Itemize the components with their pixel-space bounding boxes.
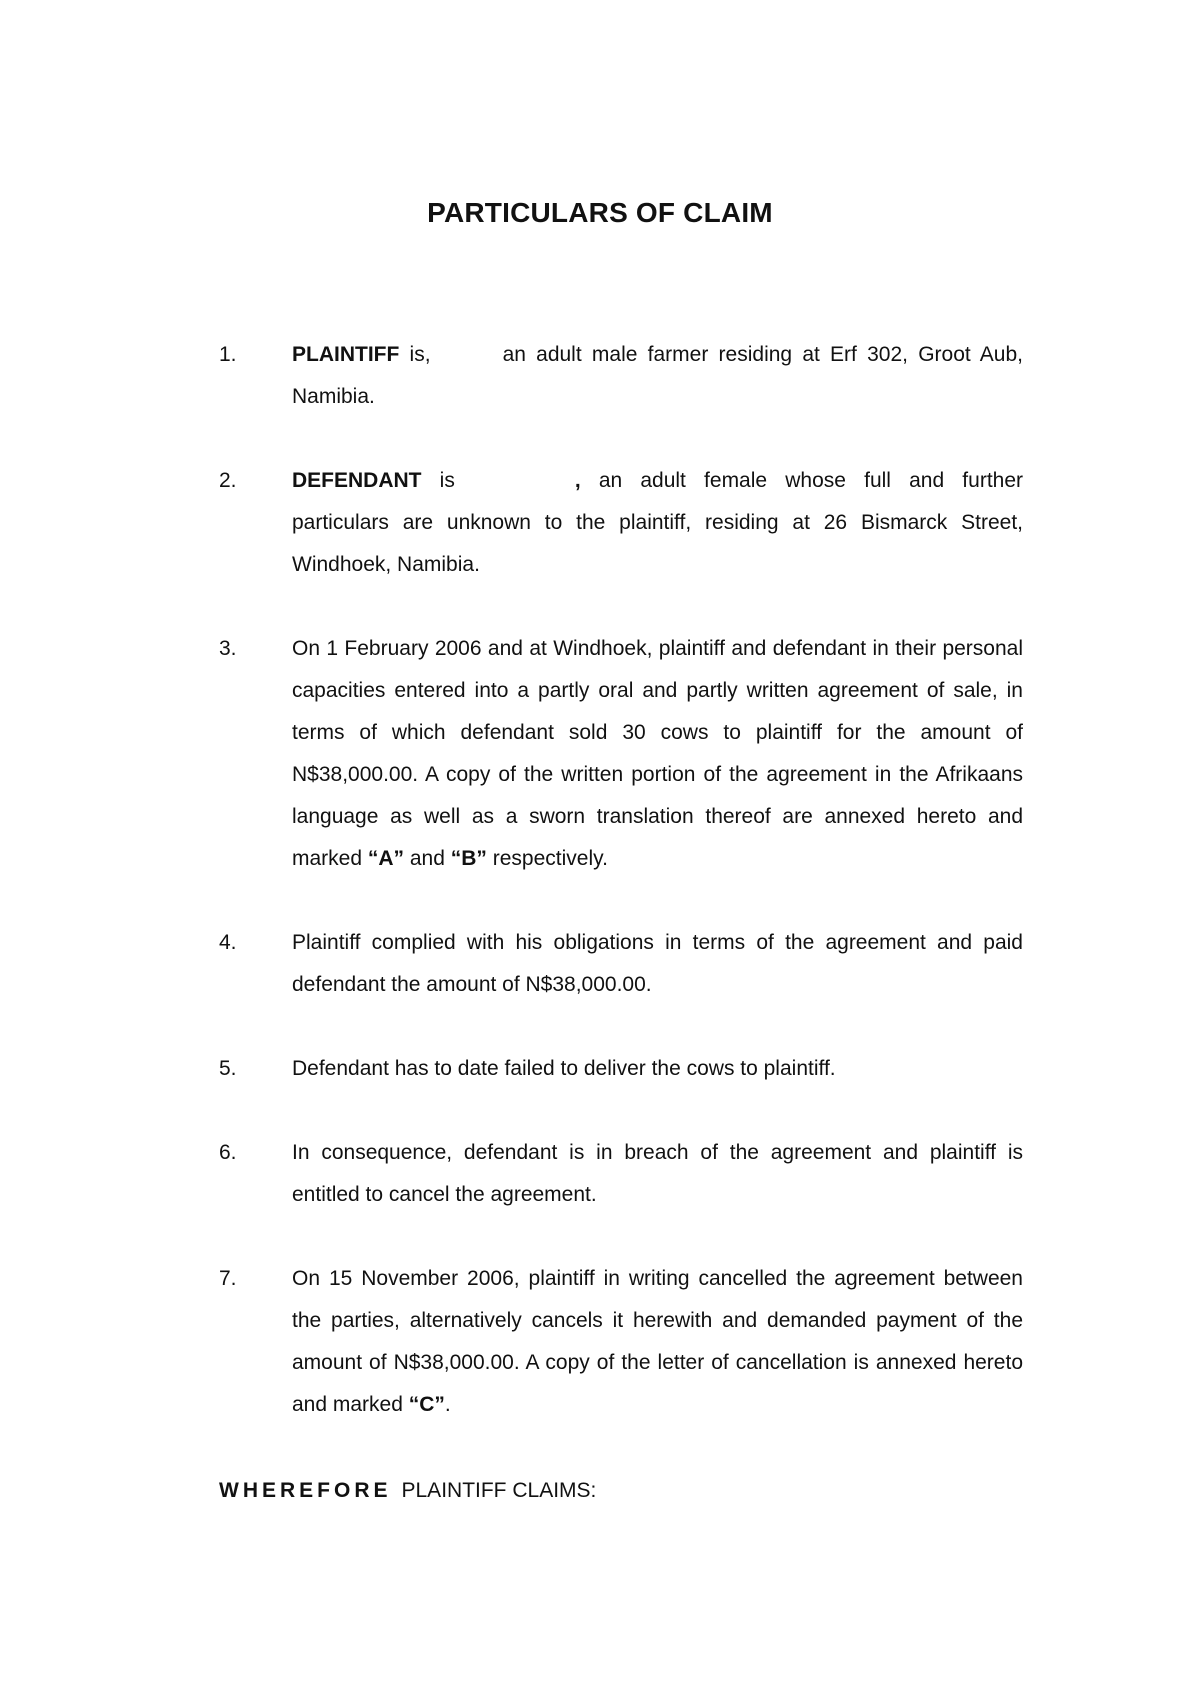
paragraph-text — [292, 1132, 1023, 1216]
wherefore-lead: WHEREFORE — [219, 1479, 392, 1502]
paragraph-text — [292, 1048, 1023, 1090]
text-run: On 1 February 2006 and at Windhoek, plaintiff and defendant in their personal capacities entered into a partly oral and partly written agreement of sale, in terms of which defendant sold 30 cows to plaintiff for the amount of N$38,000.00. A copy of the written portion of the agreement in the Afrikaans language as well as a sworn translation thereof are annexed hereto and marked — [292, 637, 1023, 870]
annexure-mark: “B” — [450, 847, 487, 870]
text-run: is, — [399, 343, 431, 366]
paragraph-text — [292, 460, 1023, 586]
text-run: Defendant has to date failed to deliver the cows to plaintiff. — [292, 1057, 836, 1080]
paragraph-number: 1. — [219, 343, 237, 366]
text-run: , — [574, 469, 581, 492]
text-run: an adult male farmer residing at Erf 302, Groot Aub, Namibia. — [292, 343, 1023, 408]
text-run: an adult female whose full and further particulars are unknown to the plaintiff, residing at 26 Bismarck Street, Windhoek, Namibia. — [292, 469, 1024, 576]
annexure-mark: “C” — [408, 1393, 445, 1416]
party-label: PLAINTIFF — [292, 343, 400, 366]
paragraph-text — [292, 922, 1023, 1006]
party-label: DEFENDANT — [292, 469, 422, 492]
paragraph-text — [292, 628, 1023, 880]
paragraph-text — [292, 1258, 1023, 1426]
annexure-mark: “A” — [367, 847, 405, 870]
paragraph-number: 2. — [219, 469, 237, 492]
text-run: Plaintiff complied with his obligations in terms of the agreement and paid defendant the amount of N$38,000.00. — [292, 931, 1023, 996]
paragraph-number: 5. — [219, 1057, 237, 1080]
text-run: In consequence, defendant is in breach of the agreement and plaintiff is entitled to cancel the agreement. — [292, 1141, 1023, 1206]
wherefore-clause — [219, 1470, 596, 1512]
text-run: and — [404, 847, 451, 870]
paragraph-number: 6. — [219, 1141, 237, 1164]
text-run: respectively. — [486, 847, 608, 870]
paragraph-number: 3. — [219, 637, 237, 660]
paragraph-text — [292, 334, 1023, 418]
paragraph-number: 7. — [219, 1267, 237, 1290]
document-title: PARTICULARS OF CLAIM — [427, 197, 773, 228]
wherefore-rest: PLAINTIFF CLAIMS: — [401, 1479, 597, 1502]
paragraph-number: 4. — [219, 931, 237, 954]
text-run: is — [421, 469, 455, 492]
text-run: . — [444, 1393, 451, 1416]
text-run: On 15 November 2006, plaintiff in writing cancelled the agreement between the parties, alternatively cancels it herewith and demanded payment of the amount of N$38,000.00. A copy of the letter of cancellation is annexed hereto and marked — [292, 1267, 1023, 1416]
